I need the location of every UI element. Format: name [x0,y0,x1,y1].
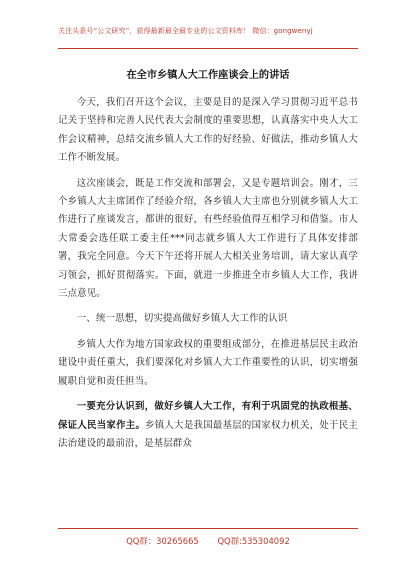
paragraph-1 [58,94,358,168]
document-body [58,94,358,460]
paragraph-text: 一、统一思想，切实提高做好乡镇人大工作的认识 [76,313,288,325]
paragraph-text: 乡镇人大作为地方国家政权的重要组成部分，在推进基层民主政治建设中责任重大，我们要深化对乡镇人大工作重要性的认识，切实增强履职自觉和责任担当。 [58,338,358,387]
paragraph-text: 乡镇人大是我国最基层的国家权力机关，处于民主法治建设的最前沿，是基层群众 [58,419,358,449]
paragraph-4 [58,398,358,453]
footer-qq-group-2: QQ群:535304092 [217,536,290,546]
paragraph-text: 今天，我们召开这个会议，主要是目的是深入学习贯彻习近平总书记关于坚持和完善人民代表大会制度的重要思想，认真落实中央人大工作会议精神，总结交流乡镇人大工作的好经验、好做法，推动乡镇人大工作不断发展。 [58,97,358,164]
footer [58,535,358,547]
document-title: 在全市乡镇人大工作座谈会上的讲话 [126,70,290,81]
section-heading-1 [58,310,358,328]
paragraph-lead: 一要充分认识到，做好乡镇人大工作，有利于巩固党的执政根基、保证人民当家作主。 [58,401,358,431]
header-banner: 关注头条号“公文研究”，获得最新最全最专业的公文资料库！ 微信：gongwenyj [58,27,313,35]
paragraph-2 [58,175,358,304]
footer-qq-group-1: QQ群：30265665 [126,536,199,546]
footer-divider [58,528,358,529]
header-divider [58,48,358,49]
paragraph-text: 这次座谈会，既是工作交流和部署会，又是专题培训会。刚才，三个乡镇人大主席团作了经验介绍，各乡镇人大主席也分别就乡镇人大工作进行了座谈发言，都讲的很好，有些经验值得互相学习和借鉴。市人大常委会选任联工委主任***同志就乡镇人大工作进行了具体安排部署，我完全同意。今天下午还将开展人大相关业务培训，请大家认真学习领会，抓好贯彻落实。下面，就进一步推进全市乡镇人大工作，我讲三点意见。 [58,177,358,300]
paragraph-3 [58,336,358,391]
